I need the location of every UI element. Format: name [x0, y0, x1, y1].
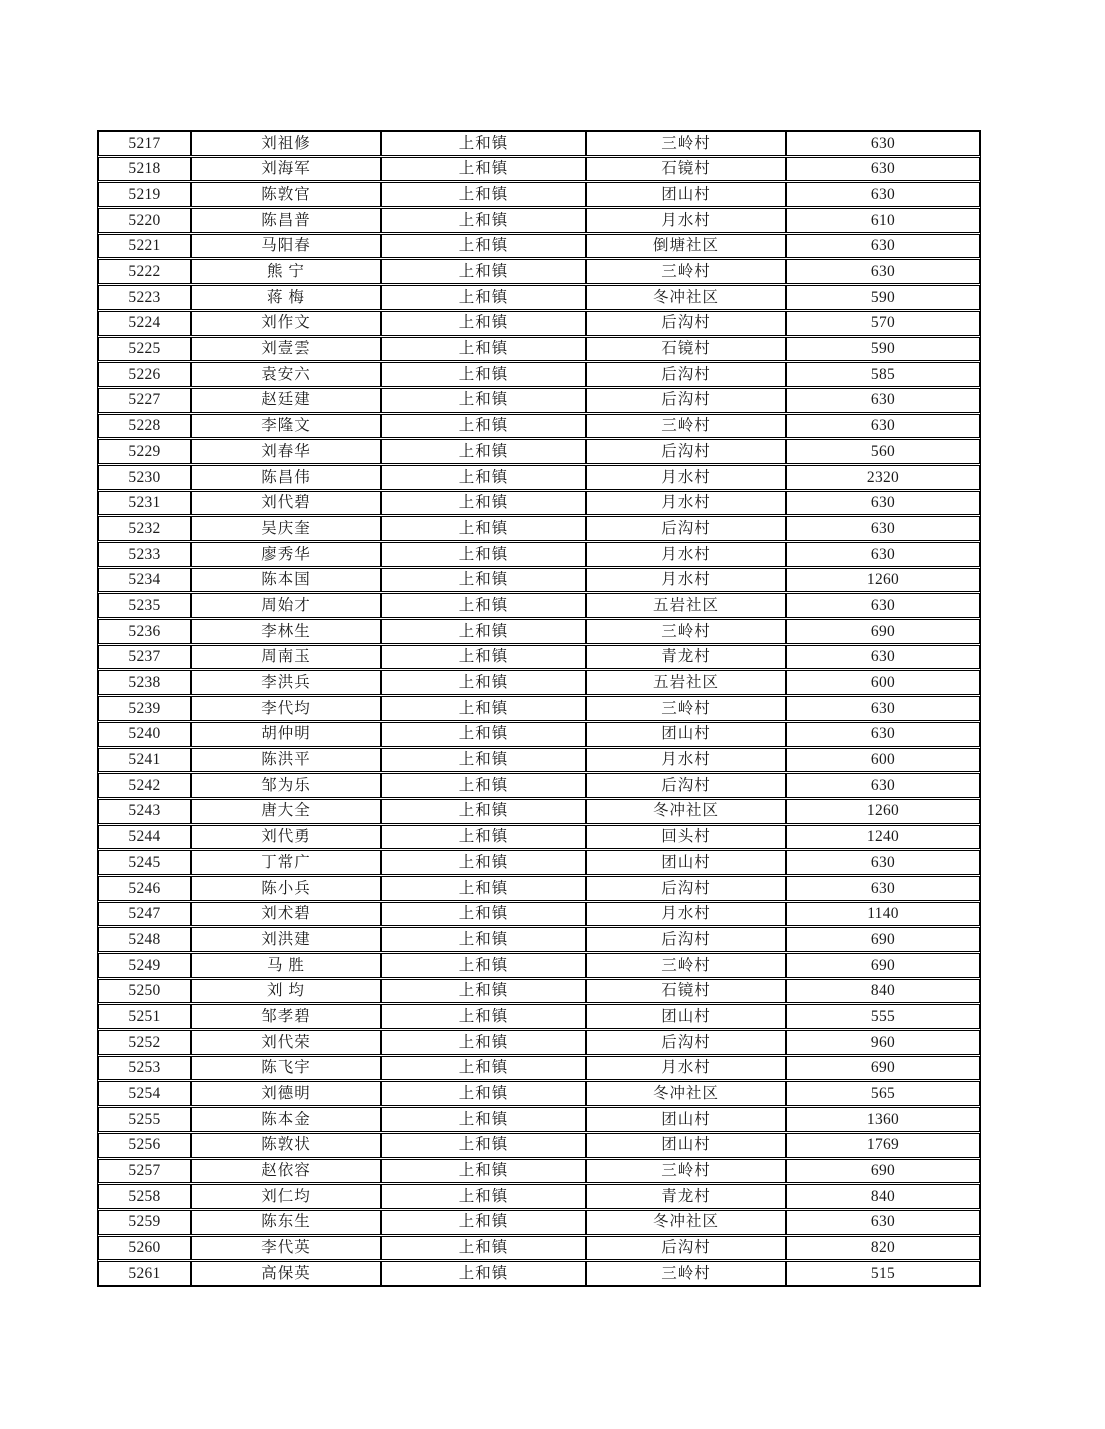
cell-village: 后沟村 — [586, 439, 786, 464]
cell-village: 五岩社区 — [586, 670, 786, 695]
cell-town: 上和镇 — [381, 1004, 586, 1029]
cell-name: 刘 均 — [191, 979, 381, 1004]
cell-village: 三岭村 — [586, 259, 786, 284]
cell-name: 陈昌伟 — [191, 465, 381, 490]
cell-town: 上和镇 — [381, 902, 586, 927]
cell-town: 上和镇 — [381, 491, 586, 516]
cell-amount: 630 — [786, 157, 980, 182]
cell-amount: 590 — [786, 285, 980, 310]
cell-town: 上和镇 — [381, 1210, 586, 1235]
cell-id: 5257 — [98, 1159, 191, 1184]
cell-amount: 630 — [786, 696, 980, 721]
cell-village: 月水村 — [586, 568, 786, 593]
cell-amount: 630 — [786, 388, 980, 413]
cell-town: 上和镇 — [381, 619, 586, 644]
cell-amount: 600 — [786, 748, 980, 773]
cell-id: 5217 — [98, 131, 191, 156]
cell-name: 陈洪平 — [191, 748, 381, 773]
cell-town: 上和镇 — [381, 568, 586, 593]
cell-id: 5251 — [98, 1004, 191, 1029]
cell-name: 袁安六 — [191, 362, 381, 387]
cell-town: 上和镇 — [381, 388, 586, 413]
cell-amount: 585 — [786, 362, 980, 387]
cell-name: 刘壹雲 — [191, 337, 381, 362]
cell-town: 上和镇 — [381, 979, 586, 1004]
cell-town: 上和镇 — [381, 516, 586, 541]
cell-id: 5238 — [98, 670, 191, 695]
cell-id: 5244 — [98, 825, 191, 850]
cell-town: 上和镇 — [381, 208, 586, 233]
cell-amount: 630 — [786, 722, 980, 747]
cell-amount: 565 — [786, 1081, 980, 1106]
cell-village: 月水村 — [586, 1056, 786, 1081]
cell-id: 5258 — [98, 1184, 191, 1209]
cell-town: 上和镇 — [381, 465, 586, 490]
cell-town: 上和镇 — [381, 825, 586, 850]
cell-id: 5225 — [98, 337, 191, 362]
cell-id: 5236 — [98, 619, 191, 644]
cell-amount: 1240 — [786, 825, 980, 850]
cell-amount: 600 — [786, 670, 980, 695]
cell-name: 刘代荣 — [191, 1030, 381, 1055]
cell-village: 团山村 — [586, 1004, 786, 1029]
cell-name: 邹为乐 — [191, 773, 381, 798]
cell-id: 5223 — [98, 285, 191, 310]
cell-village: 冬冲社区 — [586, 1081, 786, 1106]
cell-name: 蒋 梅 — [191, 285, 381, 310]
cell-id: 5261 — [98, 1261, 191, 1286]
cell-amount: 690 — [786, 1159, 980, 1184]
cell-amount: 690 — [786, 619, 980, 644]
cell-town: 上和镇 — [381, 1261, 586, 1286]
cell-amount: 1360 — [786, 1107, 980, 1132]
cell-name: 陈小兵 — [191, 876, 381, 901]
cell-name: 李代英 — [191, 1236, 381, 1261]
cell-amount: 630 — [786, 131, 980, 156]
cell-village: 后沟村 — [586, 876, 786, 901]
cell-name: 陈本国 — [191, 568, 381, 593]
cell-village: 五岩社区 — [586, 593, 786, 618]
cell-town: 上和镇 — [381, 285, 586, 310]
cell-amount: 630 — [786, 182, 980, 207]
cell-id: 5224 — [98, 311, 191, 336]
cell-village: 后沟村 — [586, 773, 786, 798]
cell-amount: 960 — [786, 1030, 980, 1055]
cell-id: 5232 — [98, 516, 191, 541]
cell-id: 5243 — [98, 799, 191, 824]
cell-id: 5253 — [98, 1056, 191, 1081]
cell-amount: 630 — [786, 850, 980, 875]
cell-amount: 1260 — [786, 799, 980, 824]
cell-town: 上和镇 — [381, 748, 586, 773]
cell-name: 刘祖修 — [191, 131, 381, 156]
cell-id: 5227 — [98, 388, 191, 413]
cell-town: 上和镇 — [381, 414, 586, 439]
cell-name: 刘仁均 — [191, 1184, 381, 1209]
cell-village: 团山村 — [586, 722, 786, 747]
cell-id: 5250 — [98, 979, 191, 1004]
cell-village: 青龙村 — [586, 645, 786, 670]
cell-name: 高保英 — [191, 1261, 381, 1286]
cell-id: 5221 — [98, 234, 191, 259]
cell-village: 后沟村 — [586, 516, 786, 541]
cell-amount: 690 — [786, 953, 980, 978]
cell-id: 5249 — [98, 953, 191, 978]
cell-town: 上和镇 — [381, 773, 586, 798]
cell-village: 月水村 — [586, 748, 786, 773]
cell-village: 三岭村 — [586, 619, 786, 644]
cell-id: 5230 — [98, 465, 191, 490]
cell-town: 上和镇 — [381, 362, 586, 387]
cell-amount: 840 — [786, 979, 980, 1004]
cell-id: 5237 — [98, 645, 191, 670]
cell-amount: 690 — [786, 927, 980, 952]
cell-name: 李隆文 — [191, 414, 381, 439]
cell-town: 上和镇 — [381, 696, 586, 721]
cell-id: 5234 — [98, 568, 191, 593]
cell-name: 周始才 — [191, 593, 381, 618]
cell-town: 上和镇 — [381, 1056, 586, 1081]
cell-village: 团山村 — [586, 182, 786, 207]
cell-name: 刘术碧 — [191, 902, 381, 927]
cell-id: 5260 — [98, 1236, 191, 1261]
cell-name: 李林生 — [191, 619, 381, 644]
cell-amount: 630 — [786, 516, 980, 541]
cell-town: 上和镇 — [381, 645, 586, 670]
cell-id: 5241 — [98, 748, 191, 773]
cell-id: 5233 — [98, 542, 191, 567]
cell-village: 青龙村 — [586, 1184, 786, 1209]
cell-village: 团山村 — [586, 850, 786, 875]
cell-town: 上和镇 — [381, 1107, 586, 1132]
cell-amount: 630 — [786, 542, 980, 567]
cell-town: 上和镇 — [381, 1133, 586, 1158]
cell-amount: 555 — [786, 1004, 980, 1029]
cell-id: 5231 — [98, 491, 191, 516]
cell-id: 5222 — [98, 259, 191, 284]
cell-amount: 2320 — [786, 465, 980, 490]
cell-name: 赵依容 — [191, 1159, 381, 1184]
cell-name: 马 胜 — [191, 953, 381, 978]
cell-town: 上和镇 — [381, 722, 586, 747]
cell-name: 廖秀华 — [191, 542, 381, 567]
cell-amount: 1769 — [786, 1133, 980, 1158]
cell-town: 上和镇 — [381, 799, 586, 824]
cell-amount: 630 — [786, 234, 980, 259]
cell-village: 石镜村 — [586, 979, 786, 1004]
cell-amount: 630 — [786, 645, 980, 670]
cell-name: 陈飞宇 — [191, 1056, 381, 1081]
cell-village: 月水村 — [586, 465, 786, 490]
cell-id: 5248 — [98, 927, 191, 952]
cell-name: 赵廷建 — [191, 388, 381, 413]
cell-name: 刘洪建 — [191, 927, 381, 952]
cell-town: 上和镇 — [381, 1081, 586, 1106]
cell-village: 月水村 — [586, 491, 786, 516]
cell-town: 上和镇 — [381, 593, 586, 618]
cell-name: 陈东生 — [191, 1210, 381, 1235]
cell-amount: 630 — [786, 259, 980, 284]
cell-id: 5218 — [98, 157, 191, 182]
cell-town: 上和镇 — [381, 1030, 586, 1055]
cell-name: 唐大全 — [191, 799, 381, 824]
cell-town: 上和镇 — [381, 259, 586, 284]
cell-village: 团山村 — [586, 1133, 786, 1158]
cell-village: 三岭村 — [586, 953, 786, 978]
cell-name: 刘代勇 — [191, 825, 381, 850]
cell-town: 上和镇 — [381, 542, 586, 567]
cell-amount: 630 — [786, 414, 980, 439]
cell-town: 上和镇 — [381, 234, 586, 259]
cell-village: 回头村 — [586, 825, 786, 850]
cell-town: 上和镇 — [381, 927, 586, 952]
cell-village: 后沟村 — [586, 1030, 786, 1055]
cell-town: 上和镇 — [381, 670, 586, 695]
cell-town: 上和镇 — [381, 157, 586, 182]
cell-name: 邹孝碧 — [191, 1004, 381, 1029]
cell-name: 刘作文 — [191, 311, 381, 336]
cell-name: 陈本金 — [191, 1107, 381, 1132]
cell-name: 刘海军 — [191, 157, 381, 182]
cell-id: 5259 — [98, 1210, 191, 1235]
cell-village: 后沟村 — [586, 388, 786, 413]
cell-village: 三岭村 — [586, 1261, 786, 1286]
cell-name: 胡仲明 — [191, 722, 381, 747]
cell-town: 上和镇 — [381, 131, 586, 156]
cell-amount: 570 — [786, 311, 980, 336]
cell-amount: 560 — [786, 439, 980, 464]
cell-amount: 590 — [786, 337, 980, 362]
cell-town: 上和镇 — [381, 337, 586, 362]
cell-name: 陈敦官 — [191, 182, 381, 207]
cell-town: 上和镇 — [381, 850, 586, 875]
cell-name: 马阳春 — [191, 234, 381, 259]
cell-name: 刘代碧 — [191, 491, 381, 516]
cell-name: 吴庆奎 — [191, 516, 381, 541]
cell-id: 5228 — [98, 414, 191, 439]
cell-id: 5235 — [98, 593, 191, 618]
cell-town: 上和镇 — [381, 439, 586, 464]
cell-village: 三岭村 — [586, 696, 786, 721]
cell-amount: 840 — [786, 1184, 980, 1209]
cell-name: 李洪兵 — [191, 670, 381, 695]
cell-name: 刘德明 — [191, 1081, 381, 1106]
cell-amount: 630 — [786, 1210, 980, 1235]
cell-id: 5219 — [98, 182, 191, 207]
cell-amount: 515 — [786, 1261, 980, 1286]
cell-village: 后沟村 — [586, 362, 786, 387]
cell-id: 5246 — [98, 876, 191, 901]
cell-village: 石镜村 — [586, 157, 786, 182]
cell-village: 后沟村 — [586, 1236, 786, 1261]
cell-amount: 630 — [786, 491, 980, 516]
cell-id: 5239 — [98, 696, 191, 721]
cell-amount: 630 — [786, 876, 980, 901]
cell-village: 倒塘社区 — [586, 234, 786, 259]
cell-name: 丁常广 — [191, 850, 381, 875]
cell-town: 上和镇 — [381, 1236, 586, 1261]
roster-table — [97, 130, 981, 1287]
cell-id: 5226 — [98, 362, 191, 387]
cell-village: 冬冲社区 — [586, 285, 786, 310]
cell-town: 上和镇 — [381, 311, 586, 336]
cell-id: 5255 — [98, 1107, 191, 1132]
cell-village: 月水村 — [586, 542, 786, 567]
cell-amount: 820 — [786, 1236, 980, 1261]
cell-id: 5242 — [98, 773, 191, 798]
cell-name: 熊 宁 — [191, 259, 381, 284]
cell-name: 周南玉 — [191, 645, 381, 670]
cell-amount: 630 — [786, 593, 980, 618]
cell-town: 上和镇 — [381, 1184, 586, 1209]
cell-amount: 630 — [786, 773, 980, 798]
cell-village: 冬冲社区 — [586, 1210, 786, 1235]
cell-village: 石镜村 — [586, 337, 786, 362]
cell-id: 5240 — [98, 722, 191, 747]
cell-village: 三岭村 — [586, 1159, 786, 1184]
cell-id: 5229 — [98, 439, 191, 464]
cell-id: 5220 — [98, 208, 191, 233]
cell-village: 后沟村 — [586, 927, 786, 952]
cell-amount: 1140 — [786, 902, 980, 927]
cell-amount: 690 — [786, 1056, 980, 1081]
cell-village: 冬冲社区 — [586, 799, 786, 824]
cell-village: 后沟村 — [586, 311, 786, 336]
cell-name: 陈昌普 — [191, 208, 381, 233]
cell-village: 月水村 — [586, 208, 786, 233]
cell-village: 月水村 — [586, 902, 786, 927]
cell-town: 上和镇 — [381, 182, 586, 207]
cell-name: 陈敦状 — [191, 1133, 381, 1158]
cell-amount: 610 — [786, 208, 980, 233]
cell-id: 5247 — [98, 902, 191, 927]
cell-name: 刘春华 — [191, 439, 381, 464]
cell-id: 5256 — [98, 1133, 191, 1158]
cell-town: 上和镇 — [381, 953, 586, 978]
cell-village: 三岭村 — [586, 414, 786, 439]
cell-id: 5252 — [98, 1030, 191, 1055]
cell-name: 李代均 — [191, 696, 381, 721]
cell-town: 上和镇 — [381, 876, 586, 901]
cell-town: 上和镇 — [381, 1159, 586, 1184]
cell-village: 团山村 — [586, 1107, 786, 1132]
cell-id: 5245 — [98, 850, 191, 875]
cell-amount: 1260 — [786, 568, 980, 593]
cell-id: 5254 — [98, 1081, 191, 1106]
cell-village: 三岭村 — [586, 131, 786, 156]
